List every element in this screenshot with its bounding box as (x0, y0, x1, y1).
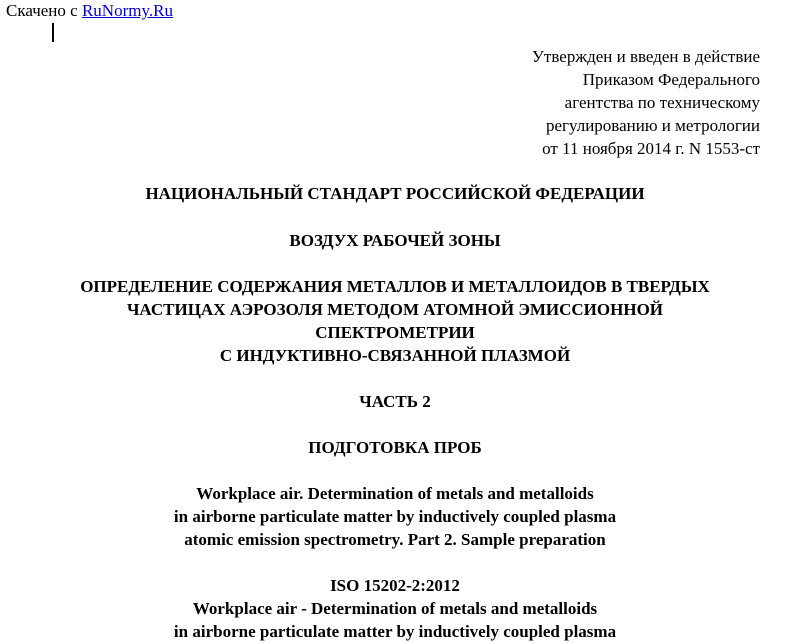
approval-line: от 11 ноября 2014 г. N 1553-ст (542, 139, 760, 158)
national-standard-line: НАЦИОНАЛЬНЫЙ СТАНДАРТ РОССИЙСКОЙ ФЕДЕРАЦИИ (145, 184, 645, 203)
approval-line: Утвержден и введен в действие (531, 47, 760, 66)
source-line (6, 1, 173, 21)
iso-number: ISO 15202-2:2012 (330, 576, 460, 595)
english-title-line: Workplace air. Determination of metals and metalloids (196, 484, 594, 503)
title-line: ЧАСТИЦАХ АЭРОЗОЛЯ МЕТОДОМ АТОМНОЙ ЭМИССИОННОЙ (126, 300, 664, 319)
document-title (0, 275, 790, 367)
approval-block (532, 45, 760, 160)
part-title-line: ПОДГОТОВКА ПРОБ (308, 438, 482, 457)
source-prefix: Скачено с (6, 1, 82, 20)
approval-line: агентства по техническому (564, 93, 760, 112)
part-line: ЧАСТЬ 2 (359, 392, 431, 411)
source-link[interactable]: RuNormy.Ru (81, 1, 173, 20)
title-line: С ИНДУКТИВНО-СВЯЗАННОЙ ПЛАЗМОЙ (219, 346, 571, 365)
part-heading (0, 390, 790, 413)
approval-line: Приказом Федерального (582, 70, 760, 89)
text-cursor (52, 23, 54, 42)
national-standard-heading (0, 182, 790, 205)
approval-line: регулированию и метрологии (545, 116, 760, 135)
english-title-line: in airborne particulate matter by inductively coupled plasma (173, 507, 617, 526)
title-line: СПЕКТРОМЕТРИИ (315, 323, 475, 342)
title-line: ОПРЕДЕЛЕНИЕ СОДЕРЖАНИЯ МЕТАЛЛОВ И МЕТАЛЛОИДОВ В ТВЕРДЫХ (80, 277, 710, 296)
iso-reference (0, 574, 790, 643)
subject-heading (0, 229, 790, 252)
subject-line: ВОЗДУХ РАБОЧЕЙ ЗОНЫ (289, 231, 501, 250)
iso-title-line: in airborne particulate matter by inductively coupled plasma (173, 622, 617, 641)
part-title-heading (0, 436, 790, 459)
english-title-line: atomic emission spectrometry. Part 2. Sample preparation (184, 530, 606, 549)
iso-title-line: Workplace air - Determination of metals and metalloids (192, 599, 598, 618)
english-title (0, 482, 790, 551)
